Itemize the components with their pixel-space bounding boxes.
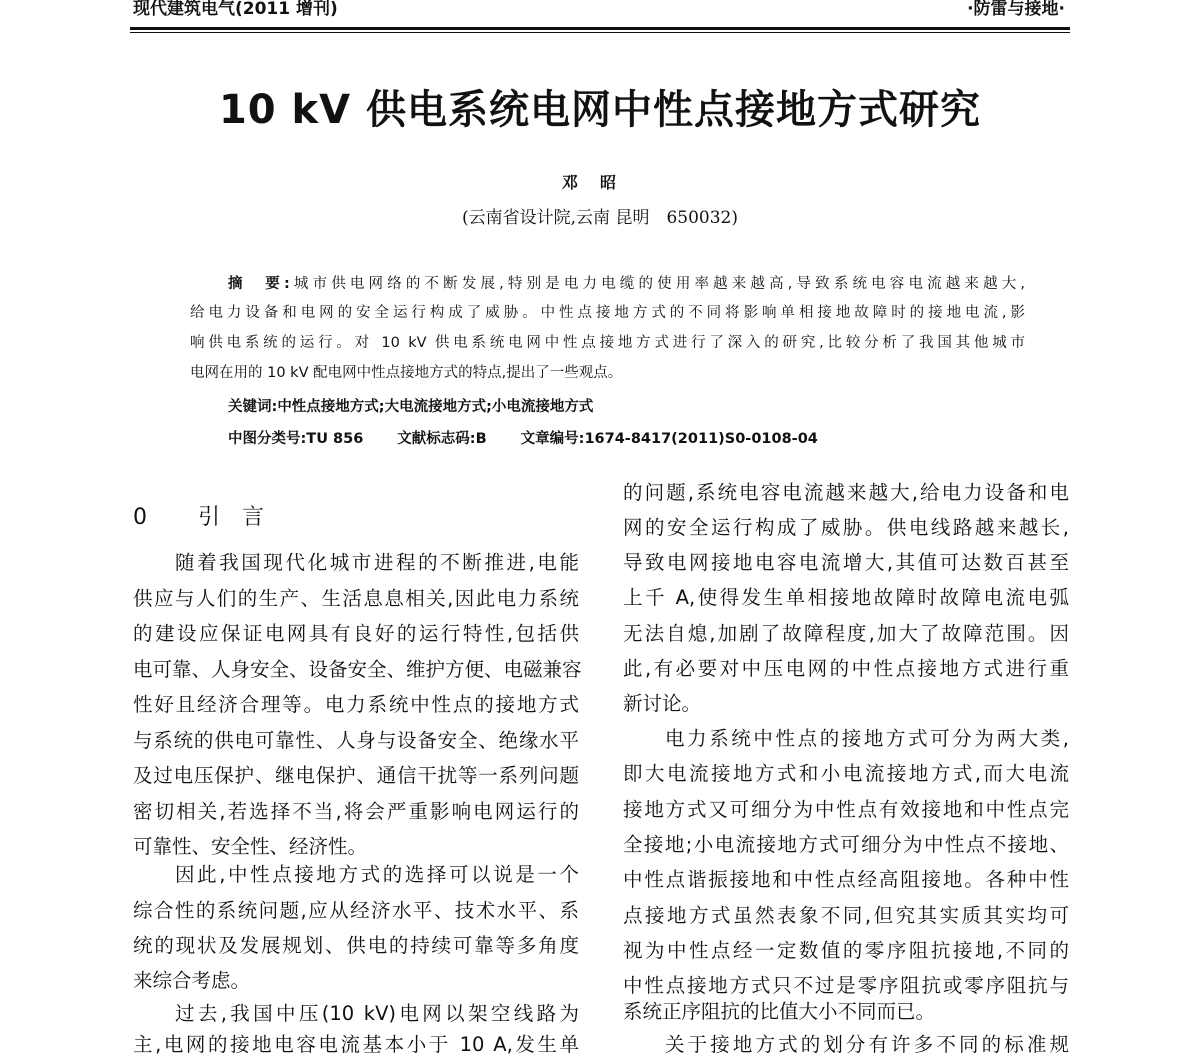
body-text-line: 中性点接地方式只不过是零序阻抗或零序阻抗与 xyxy=(623,974,1069,997)
document-code: 文献标志码:B xyxy=(397,431,487,447)
body-text-line: 过去,我国中压(10 kV)电网以架空线路为 xyxy=(175,1002,579,1025)
body-text-line: 密切相关,若选择不当,将会严重影响电网运行的 xyxy=(133,800,579,823)
abstract-line: 响供电系统的运行。对 10 kV 供电系统电网中性点接地方式进行了深入的研究,比较分析了我国其他城市 xyxy=(190,335,1025,351)
section-header: ·防雷与接地· xyxy=(967,0,1065,19)
header-rule-thin xyxy=(130,32,1070,33)
abstract-line xyxy=(228,272,1025,293)
body-text-line: 的问题,系统电容电流越来越大,给电力设备和电 xyxy=(623,481,1069,504)
body-text-line: 上千 A,使得发生单相接地故障时故障电流电弧 xyxy=(623,586,1069,609)
body-text-line: 中性点谐振接地和中性点经高阻接地。各种中性 xyxy=(623,868,1069,891)
body-text-line: 来综合考虑。 xyxy=(133,969,251,992)
body-text-line: 网的安全运行构成了威胁。供电线路越来越长, xyxy=(623,516,1069,539)
classification-info xyxy=(228,427,818,448)
body-text-line: 系统正序阻抗的比值大小不同而已。 xyxy=(623,1000,936,1023)
body-text-line: 供应与人们的生产、生活息息相关,因此电力系统 xyxy=(133,587,579,610)
body-text-line: 点接地方式虽然表象不同,但究其实质其实均可 xyxy=(623,904,1069,927)
body-text-line: 新讨论。 xyxy=(623,692,702,715)
body-text-line: 此,有必要对中压电网的中性点接地方式进行重 xyxy=(623,657,1069,680)
body-text-line: 主,电网的接地电容电流基本小于 10 A,发生单 xyxy=(133,1033,579,1056)
body-text-line: 可靠性、安全性、经济性。 xyxy=(133,835,368,858)
header-rule-thick xyxy=(130,27,1070,30)
abstract-label: 摘 要: xyxy=(228,276,290,292)
body-text-line: 的建设应保证电网具有良好的运行特性,包括供 xyxy=(133,622,579,645)
body-text-line: 与系统的供电可靠性、人身与设备安全、绝缘水平 xyxy=(133,729,579,752)
body-text-line: 及过电压保护、继电保护、通信干扰等一系列问题 xyxy=(133,764,579,787)
body-text-line: 综合性的系统问题,应从经济水平、技术水平、系 xyxy=(133,899,579,922)
author: 邓昭 xyxy=(561,173,638,192)
keywords-label: 关键词: xyxy=(228,399,278,415)
clc-number: 中图分类号:TU 856 xyxy=(228,431,364,447)
affiliation: (云南省设计院,云南 昆明 650032) xyxy=(462,208,738,228)
paper-title: 10 kV 供电系统电网中性点接地方式研究 xyxy=(218,87,982,133)
body-text-line: 全接地;小电流接地方式可细分为中性点不接地、 xyxy=(623,833,1069,856)
body-text-line: 即大电流接地方式和小电流接地方式,而大电流 xyxy=(623,762,1069,785)
body-text-line: 接地方式又可细分为中性点有效接地和中性点完 xyxy=(623,798,1069,821)
body-text-line: 视为中性点经一定数值的零序阻抗接地,不同的 xyxy=(623,939,1069,962)
body-text-line: 统的现状及发展规划、供电的持续可靠等多角度 xyxy=(133,934,579,957)
body-text-line: 电可靠、人身安全、设备安全、维护方便、电磁兼容 xyxy=(133,658,582,681)
body-text-line: 电力系统中性点的接地方式可分为两大类, xyxy=(665,727,1069,750)
abstract-text: 城市供电网络的不断发展,特别是电力电缆的使用率越来越高,导致系统电容电流越来越大, xyxy=(289,276,1025,292)
body-text-line: 无法自熄,加剧了故障程度,加大了故障范围。因 xyxy=(623,622,1069,645)
abstract-line: 给电力设备和电网的安全运行构成了威胁。中性点接地方式的不同将影响单相接地故障时的接地电流,影 xyxy=(190,305,1025,321)
article-number: 文章编号:1674-8417(2011)S0-0108-04 xyxy=(520,431,818,447)
keywords-text: 中性点接地方式;大电流接地方式;小电流接地方式 xyxy=(277,399,594,415)
keywords xyxy=(228,395,593,416)
body-text-line: 性好且经济合理等。电力系统中性点的接地方式 xyxy=(133,693,579,716)
body-text-line: 导致电网接地电容电流增大,其值可达数百甚至 xyxy=(623,551,1069,574)
body-text-line: 因此,中性点接地方式的选择可以说是一个 xyxy=(175,863,579,886)
journal-header: 现代建筑电气(2011 增刊) xyxy=(133,0,338,19)
section-heading: 0 引言 xyxy=(133,505,286,530)
abstract-line: 电网在用的 10 kV 配电网中性点接地方式的特点,提出了一些观点。 xyxy=(190,365,623,381)
body-text-line: 关于接地方式的划分有许多不同的标准规 xyxy=(665,1033,1069,1056)
body-text-line: 随着我国现代化城市进程的不断推进,电能 xyxy=(175,551,579,574)
